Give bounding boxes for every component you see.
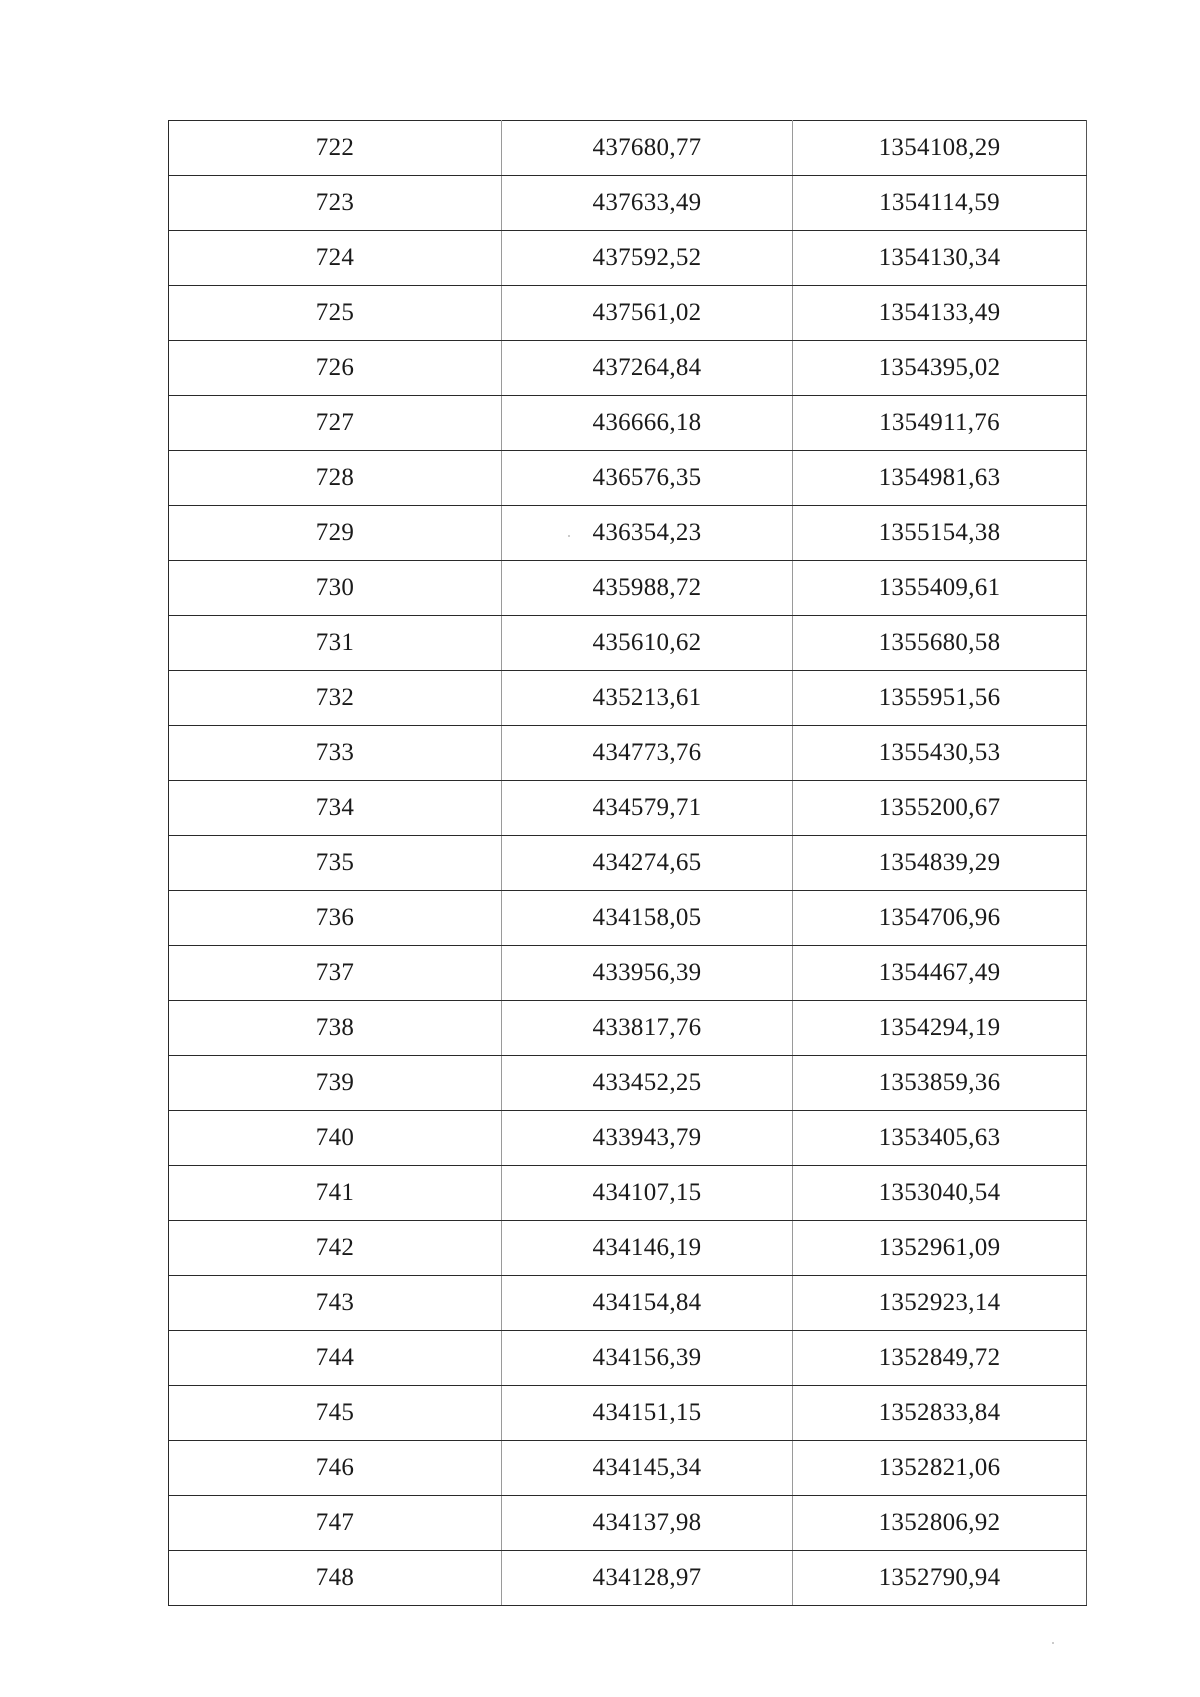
- table-row: [169, 1111, 1087, 1166]
- point-number-cell: 722: [169, 121, 502, 176]
- table-row: [169, 836, 1087, 891]
- point-number-cell: 744: [169, 1331, 502, 1386]
- point-number-cell: 730: [169, 561, 502, 616]
- point-number-cell: 732: [169, 671, 502, 726]
- table-row: [169, 1331, 1087, 1386]
- x-coordinate-cell: 434137,98: [502, 1496, 793, 1551]
- y-coordinate-cell: 1352923,14: [793, 1276, 1087, 1331]
- y-coordinate-cell: 1354911,76: [793, 396, 1087, 451]
- table-row: [169, 286, 1087, 341]
- point-number-cell: 743: [169, 1276, 502, 1331]
- x-coordinate-cell: 434128,97: [502, 1551, 793, 1606]
- table-row: [169, 1496, 1087, 1551]
- table-row: [169, 1001, 1087, 1056]
- y-coordinate-cell: 1354467,49: [793, 946, 1087, 1001]
- x-coordinate-cell: 433452,25: [502, 1056, 793, 1111]
- x-coordinate-cell: 435610,62: [502, 616, 793, 671]
- table-row: [169, 1166, 1087, 1221]
- point-number-cell: 731: [169, 616, 502, 671]
- x-coordinate-cell: 437561,02: [502, 286, 793, 341]
- point-number-cell: 747: [169, 1496, 502, 1551]
- x-coordinate-cell: 436354,23: [502, 506, 793, 561]
- coordinates-table-body: [169, 121, 1087, 1606]
- y-coordinate-cell: 1352833,84: [793, 1386, 1087, 1441]
- table-row: [169, 671, 1087, 726]
- y-coordinate-cell: 1354294,19: [793, 1001, 1087, 1056]
- y-coordinate-cell: 1353859,36: [793, 1056, 1087, 1111]
- point-number-cell: 740: [169, 1111, 502, 1166]
- x-coordinate-cell: 434107,15: [502, 1166, 793, 1221]
- x-coordinate-cell: 437592,52: [502, 231, 793, 286]
- x-coordinate-cell: 434145,34: [502, 1441, 793, 1496]
- point-number-cell: 736: [169, 891, 502, 946]
- x-coordinate-cell: 434158,05: [502, 891, 793, 946]
- y-coordinate-cell: 1355680,58: [793, 616, 1087, 671]
- point-number-cell: 748: [169, 1551, 502, 1606]
- point-number-cell: 726: [169, 341, 502, 396]
- point-number-cell: 733: [169, 726, 502, 781]
- y-coordinate-cell: 1355430,53: [793, 726, 1087, 781]
- point-number-cell: 737: [169, 946, 502, 1001]
- y-coordinate-cell: 1354839,29: [793, 836, 1087, 891]
- scan-speck: [1052, 1642, 1054, 1644]
- table-row: [169, 891, 1087, 946]
- table-row: [169, 121, 1087, 176]
- table-row: [169, 561, 1087, 616]
- x-coordinate-cell: 436666,18: [502, 396, 793, 451]
- table-row: [169, 1386, 1087, 1441]
- y-coordinate-cell: 1352806,92: [793, 1496, 1087, 1551]
- point-number-cell: 745: [169, 1386, 502, 1441]
- y-coordinate-cell: 1355200,67: [793, 781, 1087, 836]
- y-coordinate-cell: 1354133,49: [793, 286, 1087, 341]
- y-coordinate-cell: 1354981,63: [793, 451, 1087, 506]
- table-row: [169, 396, 1087, 451]
- x-coordinate-cell: 434773,76: [502, 726, 793, 781]
- table-row: [169, 781, 1087, 836]
- y-coordinate-cell: 1354130,34: [793, 231, 1087, 286]
- y-coordinate-cell: 1355951,56: [793, 671, 1087, 726]
- point-number-cell: 724: [169, 231, 502, 286]
- table-row: [169, 616, 1087, 671]
- x-coordinate-cell: 433956,39: [502, 946, 793, 1001]
- table-row: [169, 1441, 1087, 1496]
- point-number-cell: 734: [169, 781, 502, 836]
- y-coordinate-cell: 1355409,61: [793, 561, 1087, 616]
- x-coordinate-cell: 437680,77: [502, 121, 793, 176]
- point-number-cell: 723: [169, 176, 502, 231]
- point-number-cell: 738: [169, 1001, 502, 1056]
- x-coordinate-cell: 437633,49: [502, 176, 793, 231]
- point-number-cell: 739: [169, 1056, 502, 1111]
- y-coordinate-cell: 1355154,38: [793, 506, 1087, 561]
- x-coordinate-cell: 434274,65: [502, 836, 793, 891]
- table-row: [169, 726, 1087, 781]
- table-row: [169, 1276, 1087, 1331]
- coordinates-table: [168, 120, 1087, 1606]
- x-coordinate-cell: 435988,72: [502, 561, 793, 616]
- y-coordinate-cell: 1354114,59: [793, 176, 1087, 231]
- point-number-cell: 728: [169, 451, 502, 506]
- x-coordinate-cell: 433943,79: [502, 1111, 793, 1166]
- x-coordinate-cell: 434579,71: [502, 781, 793, 836]
- table-row: [169, 176, 1087, 231]
- table-row: [169, 1221, 1087, 1276]
- y-coordinate-cell: 1354706,96: [793, 891, 1087, 946]
- y-coordinate-cell: 1353405,63: [793, 1111, 1087, 1166]
- point-number-cell: 725: [169, 286, 502, 341]
- y-coordinate-cell: 1352790,94: [793, 1551, 1087, 1606]
- point-number-cell: 735: [169, 836, 502, 891]
- scan-speck: [568, 535, 570, 537]
- y-coordinate-cell: 1353040,54: [793, 1166, 1087, 1221]
- y-coordinate-cell: 1354108,29: [793, 121, 1087, 176]
- point-number-cell: 746: [169, 1441, 502, 1496]
- table-row: [169, 946, 1087, 1001]
- x-coordinate-cell: 437264,84: [502, 341, 793, 396]
- x-coordinate-cell: 434146,19: [502, 1221, 793, 1276]
- point-number-cell: 742: [169, 1221, 502, 1276]
- table-row: [169, 1056, 1087, 1111]
- point-number-cell: 729: [169, 506, 502, 561]
- x-coordinate-cell: 434154,84: [502, 1276, 793, 1331]
- y-coordinate-cell: 1354395,02: [793, 341, 1087, 396]
- point-number-cell: 741: [169, 1166, 502, 1221]
- x-coordinate-cell: 434151,15: [502, 1386, 793, 1441]
- y-coordinate-cell: 1352821,06: [793, 1441, 1087, 1496]
- table-row: [169, 506, 1087, 561]
- table-row: [169, 1551, 1087, 1606]
- x-coordinate-cell: 434156,39: [502, 1331, 793, 1386]
- y-coordinate-cell: 1352849,72: [793, 1331, 1087, 1386]
- table-row: [169, 341, 1087, 396]
- y-coordinate-cell: 1352961,09: [793, 1221, 1087, 1276]
- table-row: [169, 231, 1087, 286]
- table-row: [169, 451, 1087, 506]
- x-coordinate-cell: 435213,61: [502, 671, 793, 726]
- point-number-cell: 727: [169, 396, 502, 451]
- x-coordinate-cell: 436576,35: [502, 451, 793, 506]
- x-coordinate-cell: 433817,76: [502, 1001, 793, 1056]
